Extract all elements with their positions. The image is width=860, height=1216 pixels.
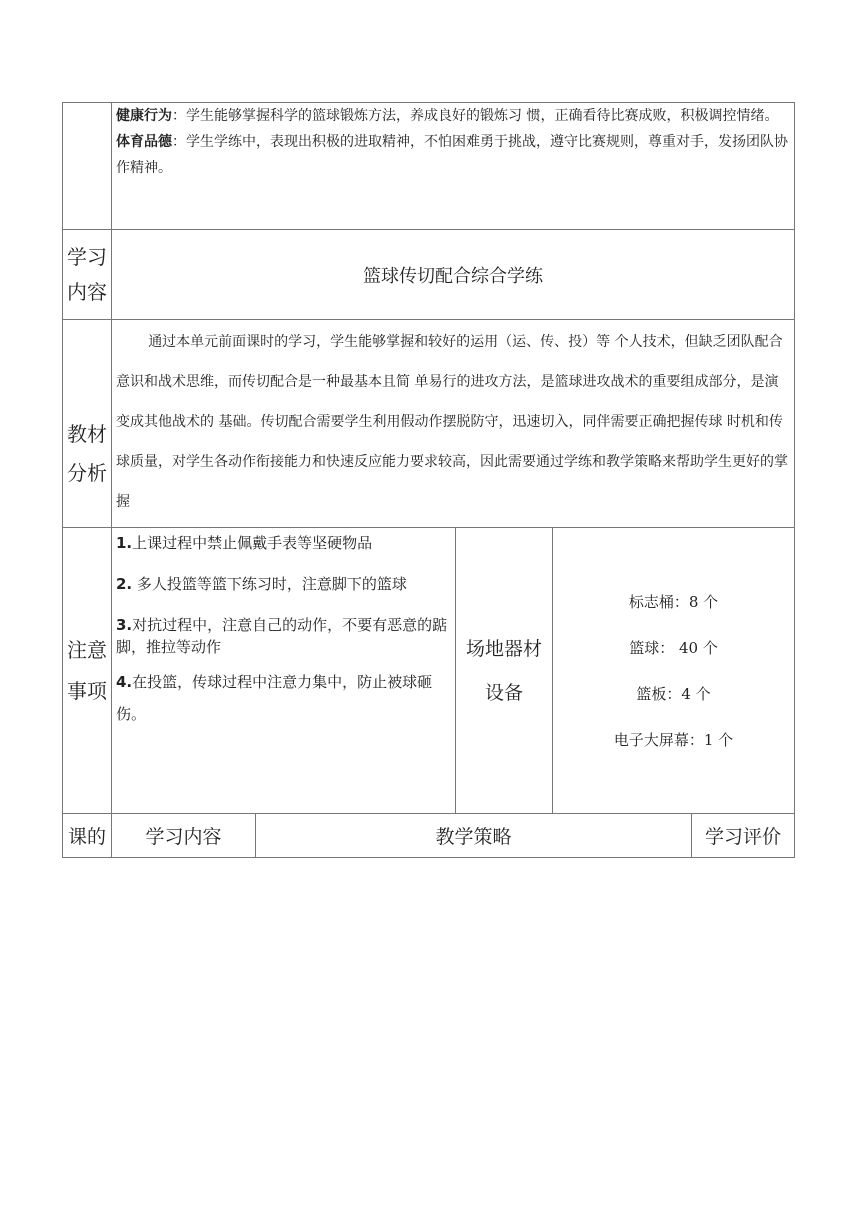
content-label-line1: 学习 [67,244,107,269]
venue-label-line2: 设备 [484,681,523,704]
note-number: 1. [116,534,133,552]
footer-col-lesson: 课的 [63,814,112,858]
note-item [116,666,452,730]
footer-col-content: 学习内容 [112,814,256,858]
ethic-objective [116,129,790,181]
health-objective [116,103,790,129]
notes-list [112,528,456,814]
analysis-label-line2: 分析 [67,460,107,485]
venue-label-line1: 场地器材 [465,637,542,660]
content-label [63,230,112,320]
note-number: 4. [116,673,133,691]
equipment-list [553,528,795,814]
content-label-line2: 内容 [67,279,107,304]
notes-label-line2: 事项 [67,678,107,703]
footer-col-evaluation: 学习评价 [692,814,795,858]
objectives-label-cell [63,103,112,230]
note-text: 对抗过程中，注意自己的动作，不要有恶意的踮脚，推拉等动作 [116,616,448,656]
notes-row [63,528,795,814]
objectives-row [63,103,795,230]
note-number: 2. [116,575,133,593]
health-label: 健康行为 [116,108,172,124]
analysis-label [63,320,112,528]
notes-label-line1: 注意 [67,637,107,662]
note-item [116,562,452,606]
note-text: 多人投篮等篮下练习时，注意脚下的篮球 [132,575,407,593]
analysis-text: 通过本单元前面课时的学习，学生能够掌握和较好的运用（运、传、投）等 个人技术，但缺乏团队配合意识和战术思维，而传切配合是一种最基本且简 单易行的进攻方法，是篮球进攻战术的重要组成部分，是演变成其他战术的 基础。传切配合需要学生利用假动作摆脱防守，迅速切入，同伴需要正确把握传球 时机和传球质量，对学生各动作衔接能力和快速反应能力要求较高，因此需要通过学练和教学策略来帮助学生更好的掌握 [112,320,795,528]
equipment-item: 篮板：4 个 [636,684,711,703]
analysis-label-line1: 教材 [67,421,107,446]
note-item [116,614,452,658]
equipment-item: 标志桶：8 个 [628,592,719,611]
notes-label [63,528,112,814]
analysis-row [63,320,795,528]
footer-col-strategy: 教学策略 [256,814,692,858]
equipment-item: 篮球： 40 个 [629,638,718,657]
note-number: 3. [116,616,133,634]
venue-label [456,528,553,814]
lesson-title: 篮球传切配合综合学练 [112,230,795,320]
ethic-label: 体育品德 [116,134,172,150]
note-text: 在投篮，传球过程中注意力集中，防止被球砸伤。 [116,673,433,723]
footer-row [63,814,795,858]
note-text: 上课过程中禁止佩戴手表等坚硬物品 [132,534,373,552]
equipment-item: 电子大屏幕：1 个 [613,730,734,749]
health-text: ：学生能够掌握科学的篮球锻炼方法，养成良好的锻炼习 惯，正确看待比赛成败，积极调控情绪。 [172,108,779,124]
lesson-plan-table [62,102,795,858]
note-item [116,532,452,554]
ethic-text: ：学生学练中，表现出积极的进取精神，不怕困难勇于挑战，遵守比赛规则，尊重对手，发扬团队协作精神。 [116,134,788,176]
content-row [63,230,795,320]
objectives-cell [112,103,795,230]
